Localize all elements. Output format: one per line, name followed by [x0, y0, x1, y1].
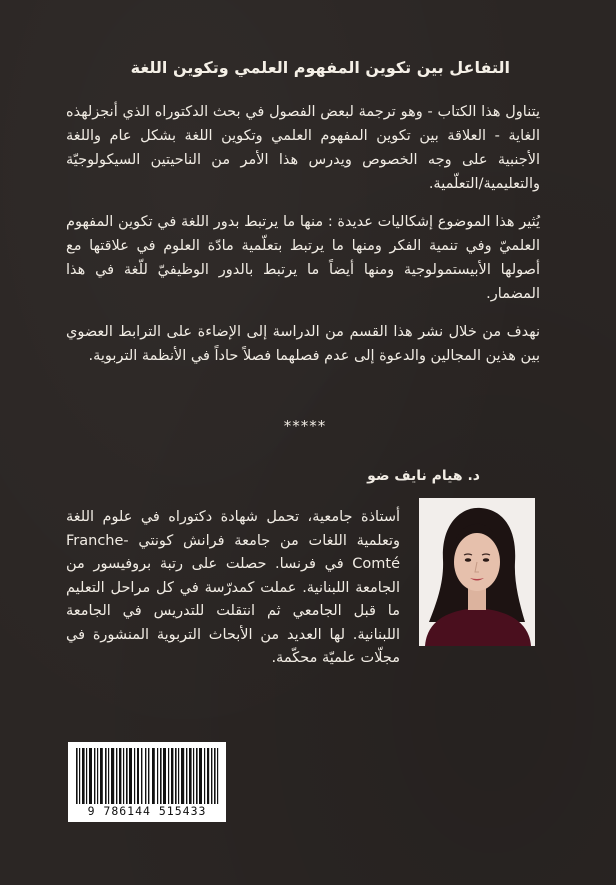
separator-stars: *****	[283, 417, 327, 435]
author-photo	[419, 498, 535, 646]
author-name: د. هيام نايف ضو	[367, 468, 480, 484]
description	[66, 100, 540, 382]
isbn-barcode	[68, 742, 226, 822]
description-paragraph-1: يتناول هذا الكتاب - وهو ترجمة لبعض الفصول في بحث الدكتوراه الذي أنجزلهذه الغاية - العلاقة بين تكوين المفهوم العلمي وتكوين اللغة بشكل عام واللغة الأجنبية على وجه الخصوص ويدرس هذا الأمر من الناحيتين السيكولوجيّة والتعليمية/التعلّمية.	[66, 104, 540, 192]
book-title: التفاعل بين تكوين المفهوم العلمي وتكوين اللغة	[130, 58, 510, 77]
description-paragraph-2: يُثير هذا الموضوع إشكاليات عديدة : منها ما يرتبط بدور اللغة في تكوين المفهوم العلميّ وفي تنمية الفكر ومنها ما يرتبط بتعلّمية مادّة العلوم في علاقتها مع أصولها الأبيستمولوجية ومنها أيضاً ما يرتبط بالدور الوظيفيّ للّغة في هذا المضمار.	[66, 214, 540, 302]
isbn-number: 9 786144 515433	[68, 804, 226, 818]
description-paragraph-3: نهدف من خلال نشر هذا القسم من الدراسة إلى الإضاءة على الترابط العضوي بين هذين المجالين والدعوة إلى عدم فصلهما فصلاً حاداً في الأنظمة التربوية.	[66, 324, 540, 364]
author-bio: أستاذة جامعية، تحمل شهادة دكتوراه في علوم اللغة وتعلمية اللغات من جامعة فرانش كونتي Franche-Comté في فرنسا. حصلت على رتبة بروفيسور من الجامعة اللبنانية. عملت كمدرّسة في كل مراحل التعليم ما قبل الجامعي ثم انتقلت للتدريس في الجامعة اللبنانية. لها العديد من الأبحاث التربوية المنشورة في مجلّات علميّة محكّمة.	[66, 509, 400, 666]
